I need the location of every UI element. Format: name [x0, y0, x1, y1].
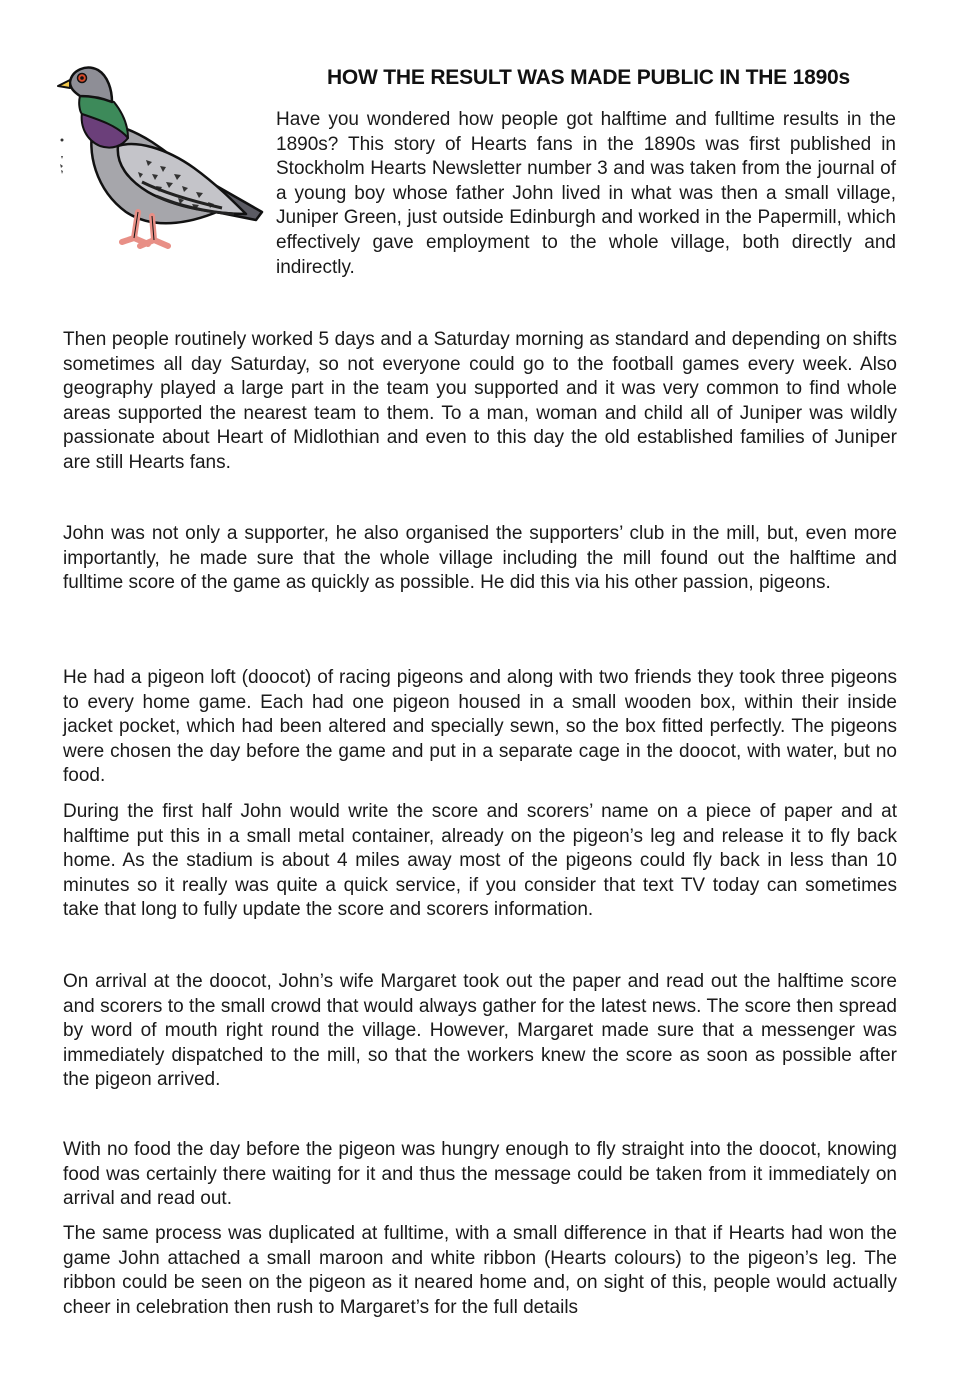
scan-mark — [58, 136, 66, 176]
body-paragraph: John was not only a supporter, he also organised the supporters’ club in the mill, but, even more importantly, he made sure that the whole village including the mill found out the halftime and fulltime score of the game as quickly as possible. He did this via his other passion, pigeons. — [63, 523, 897, 594]
body-paragraph: During the first half John would write the score and scorers’ name on a piece of paper and at halftime put this in a small metal container, already on the pigeon’s leg and release it to fly back home. As the stadium is about 4 miles away most of the pigeons could fly back in less than 10 minutes so it really was quite a quick service, if you consider that text TV today can sometimes take that long to fully update the score and scorers information. — [63, 801, 897, 921]
pigeon-illustration — [56, 62, 268, 258]
intro-paragraph: Have you wondered how people got halftime and fulltime results in the 1890s? This story of Hearts fans in the 1890s was first published in Stockholm Hearts Newsletter number 3 and was taken from the journal of a young boy whose father John lived in what was then a small village, Juniper Green, just outside Edinburgh and worked in the Papermill, which effectively gave employment to the whole village, both directly and indirectly. — [276, 109, 896, 278]
body-paragraph: Then people routinely worked 5 days and a Saturday morning as standard and depending on shifts sometimes all day Saturday, so not everyone could go to the football games every week. Also geography played a large part in the team you supported and it was very common to find whole areas supported the nearest team to them. To a man, woman and child all of Juniper was wildly passionate about Heart of Midlothian and even to this day the old established families of Juniper are still Hearts fans. — [63, 329, 897, 473]
body-paragraph: The same process was duplicated at fulltime, with a small difference in that if Hearts had won the game John attached a small maroon and white ribbon (Hearts colours) to the pigeon’s leg. The ribbon could be seen on the pigeon as it neared home and, on sight of this, people would actually cheer in celebration then rush to Margaret’s for the full details — [63, 1223, 897, 1318]
pigeon-icon — [56, 62, 268, 258]
body-paragraph: He had a pigeon loft (doocot) of racing pigeons and along with two friends they took three pigeons to every home game. Each had one pigeon housed in a small wooden box, within their inside jacket pocket, which had been altered and specially sewn, so the box fitted perfectly. The pigeons were chosen the day before the game and put in a separate cage in the doocot, with water, but no food. — [63, 667, 897, 787]
page-title: HOW THE RESULT WAS MADE PUBLIC IN THE 1890s — [326, 66, 851, 89]
body-paragraph: On arrival at the doocot, John’s wife Margaret took out the paper and read out the halftime score and scorers to the small crowd that would always gather for the latest news. The score then spread by word of mouth right round the village. However, Margaret made sure that a messenger was immediately dispatched to the mill, so that the workers knew the score as soon as possible after the pigeon arrived. — [63, 971, 897, 1091]
body-paragraph: With no food the day before the pigeon was hungry enough to fly straight into the doocot, knowing food was certainly there waiting for it and thus the message could be taken from it immediately on arrival and read out. — [63, 1139, 897, 1210]
